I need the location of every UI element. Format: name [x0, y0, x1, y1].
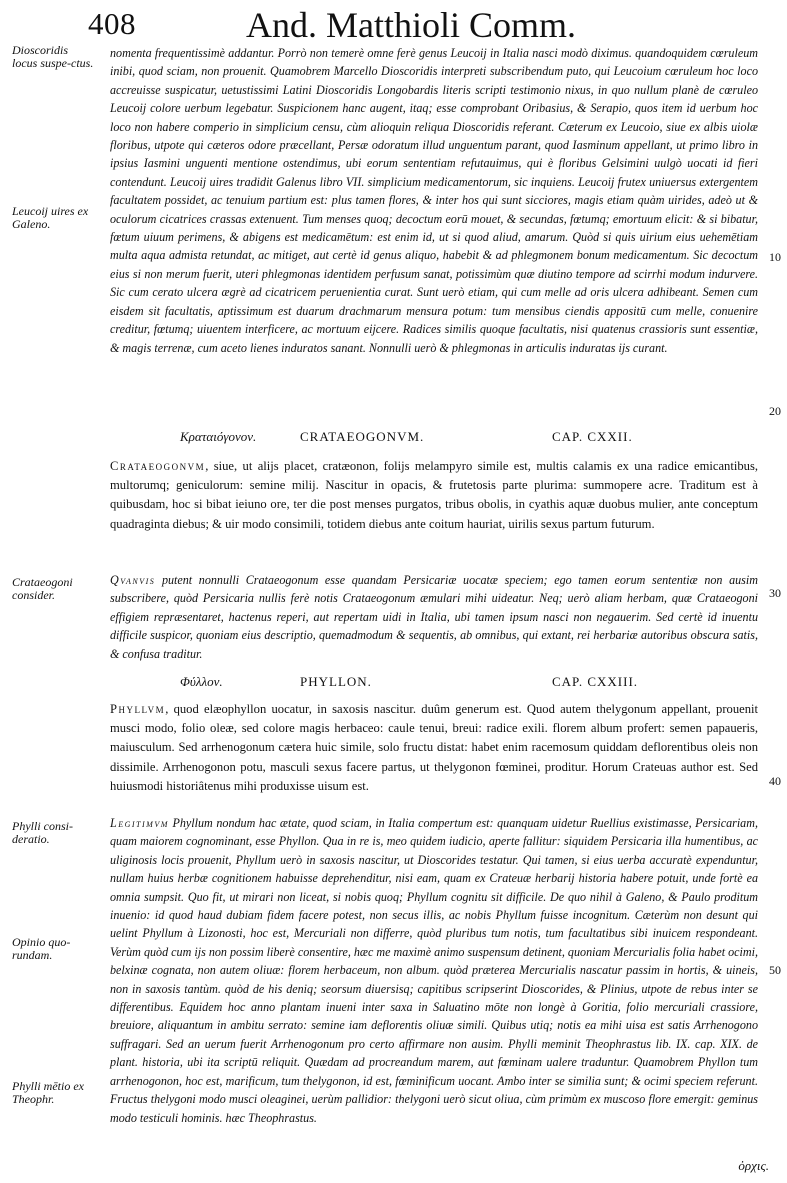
margin-note: Opinio quo-rundam. [12, 935, 71, 962]
chapter-number: CAP. CXXIII. [552, 674, 639, 689]
dioscorides-text-crataeogonum [110, 457, 758, 534]
body-text: putent nonnulli Crataeogonum esse quandam Persicariæ uocatæ speciem; ego tamen eorum sententiæ non ausim subscribere, quòd Persicaria nullis ferè notis Crataeogonum æmulari mihi uideatur. Neq; uerò aliam herbam, quæ Crataeogoni effigiem repræsentaret, hactenus reperi, aut repertam uidi in Italia, ubi tamen ipsum nasci non negauerim. Sed certè id inuentu difficile suspicor, quoniam eius descriptio, quemadmodum & sequentis, ab omnibus, qui extant, rei herbariæ autoribus obscura satis, & confusa traditur. [110, 573, 758, 661]
chapter-greek-title: Φύλλον. [180, 674, 223, 689]
line-number: 10 [769, 250, 781, 264]
chapter-latin-title: CRATAEOGONVM. [300, 429, 425, 444]
initial-word: Phyllvm [110, 702, 166, 716]
chapter-heading [110, 429, 758, 449]
initial-word: Legitimvm [110, 816, 169, 830]
chapter-greek-title: Κραταιόγονον. [180, 429, 257, 444]
body-text: Phyllum nondum hac ætate, quod sciam, in Italia compertum est: quanquam uidetur Ruellius existimasse, Persicariam, quam maiorem cognominant, esse Phyllon. Qua in re is, meo quidem iudicio, aperte fallitur: siquidem Persicaria illa humentibus, ac uliginosis locis prouenit, Phyllum uerò in saxosis nascitur, ut Dioscorides testatur. Qui tamen, si eius uerba accuratè expenduntur, nullam huius herbæ cognitionem habuisse deprehenditur, nisi eam, quam ex Crateuæ herbarij historia habere potuit, unde fortè ea omnia sumpsit. Quo fit, ut mirari non liceat, si nobis quoq; Phyllum cognitu sit difficile. De quo nihil à Galeno, & Paulo proditum inuenio: id quod haud dubiam fidem facere potest, non secus illis, ac nobis Phyllum fuisse incognitum. Cæterùm non desunt qui uelint Phyllum à Lizonosti, hoc est, Mercuriali non differre, quòd pluribus tum notis, tum facultatibus sibi inuicem respondeant. Verùm quòd cum ijs non possim liberè consentire, hæc me maximè animo suspensum detinent, quoniam Mercurialis folia habet ocimi, belxinæ cognata, non autem oliuæ: florem herbaceum, non album. quòd præterea Mercurialis nascatur passim in hortis, & uineis, non in saxosis tantùm. quòd de his deniq; seorsum diuersisq; capitibus scripserint Dioscorides, & Plinius, utpote de rebus inter se differentibus. Equidem hoc anno plantam inueni inter saxa in Saluatino mōte non longè à Goritia, folio mercuriali crassiore, breuiore, aliquantum in ambitu serrato: semine iam deflorentis oliuæ simili. Quibus utiq; notis ea mihi uisa est satis Arrhenogono suffragari. Sed an uerum fuerit Arrhenogonum pro certo affirmare non ausim. Phylli meminit Theophrastus lib. IX. cap. XIX. de plant. historia, ubi ita scriptū reliquit. Quædam ad procreandum marem, aut fœminam ualere traduntur. Quamobrem Phyllon tum arrhenogonon, hoc est, marificum, tum thelygonon, id est, fœminificum uocant. Ambo inter se similia sunt; & ocimi speciem referunt. Fructus thelygoni modo musci oleaginei, uerùm pallidior: thelygoni uerò sicut oliua, cùm primùm ex muscoso flore emergit: geminus modo testiculi hominis. hæc Theophrastus. [110, 816, 758, 1125]
margin-note: Crataeogoni consider. [12, 575, 73, 602]
page-header [0, 4, 787, 44]
margin-note: Phylli mētio ex Theophr. [12, 1079, 84, 1106]
initial-word: Qvanvis [110, 573, 156, 587]
line-number: 40 [769, 774, 781, 788]
catchword: ὀρχις. [738, 1158, 769, 1173]
body-text: , quod elæophyllon uocatur, in saxosis nascitur. duûm generum est. Quod autem thelygonum appellant, prouenit musci modo, folio oleæ, sed colore magis herbaceo: caule tenui, breui: radice exili. florem album profert: semen papaueris, maiusculum. Sed arrhenogonum cætera huic simile, solo fructu distat: habet enim racemosum quiddam deflorentibus oleis non dissimile. Arrhenogonon potu, masculi sexus facere partus, ut thelygonon fœminei, proditur. Horum Crateuas author est. Sed huiusmodi historiâtenus mihi produxisse uisum est. [110, 702, 758, 793]
running-head: And. Matthioli Comm. [246, 5, 577, 45]
margin-note: Phylli consi-deratio. [12, 819, 73, 846]
chapter-heading [110, 674, 758, 694]
dioscorides-text-phyllon [110, 700, 758, 796]
body-text: , siue, ut alijs placet, cratæonon, folijs melampyro simile est, multis calamis ex una radice emicantibus, multorumq; geniculorum: semine milij. Nascitur in opacis, & frutetosis parte plurima: summopere acre. Traditum est à quibusdam, hoc si bibat ieiuno ore, ter die post menses purgatos, tribus obolis, in cyathis aquæ duobus mulier, ante conceptum quadraginta diebus; & uir modo consimili, totidem diebus ante coitum hauriat, uirilis sexus partum futurum. [110, 459, 758, 531]
line-number: 30 [769, 586, 781, 600]
commentary-leucoium: nomenta frequentissimè addantur. Porrò non temerè omne ferè genus Leucoij in Italia nasci modò diximus. quandoquidem cœruleum inibi, quod sciam, non prouenit. Quamobrem Marcello Dioscoridis interpreti subscribendum puto, qui Leucoium cœruleum hoc loco accreuisse suspicatur, uetustissimi Latini Dioscoridis Longobardis literis scripti testimonio nixus, in quo nullum planè de cœruleo Leucoij colore uerbum legebatur. Suspicionem hanc augent, itaq; esse comprobant Oribasius, & Serapio, quos item id uerbum hoc loco non habere comperio in simplicium censu, cùm alioquin reliqua Dioscoridis referant. Cæterum ex Leucoio, siue ex albis uiolæ floribus, utpote qui cæteros odore præcellant, Persæ odoratum illud unguentum parant, quod Iasminum appellant, ut primo libro in ipsius Iasmini unguenti mentione ostendimus, ubi eorum sententiam refutauimus, qui è floribus Gelsimini uulgò uocati id fieri contendunt. Leucoij uires tradidit Galenus libro VII. simplicium medicamentorum, sic inquiens. Leucoij frutex uniuersus extergentem facultatem possidet, ac tenuium partium est: plus tamen flores, & inter hos qui sunt sicciores, magis etiam quàm uirides, adeò ut & oculorum cicatrices crassas extenuent. Tum menses quoq; decoctum eorū mouet, & secundas, fœtumq; emortuum elicit: & si bibatur, fœtum uiuum perimens, & abigens est medicamētum: est enim id, ut si quod aliud, amarum. Quòd si quis uirium eius uehemētiam multa aqua admista retundat, ac mitiget, aut certè id genus aliquo, habebit & ad phlegmonem bonum medicamentum. Sic decoctum eius si non merum fuerit, uteri phlegmonas identidem perfusum sanat, potissimùm quæ diutino tempore ad scirrhi modum indurvere. Sic cum cerato ulcera ægrè ad cicatricem peruenientia curat. Sunt uerò etiam, qui cum melle ad oris ulcera adhibeant. Semen cum eisdem sit facultatis, aptissimum est duarum drachmarum mensura potum: tum mensibus ciendis appositū cum melle, conuenire creditur, fœtumq; uiuentem interficere, ac mortuum eijcere. Radices similis quoque facultatis, nisi quatenus crassioris sunt essentiæ, & magis terrenæ, cum aceto lienes induratos sanant. Nonnulli uerò & phlegmonas in articulis induratas ijs curant. [110, 46, 758, 355]
margin-note: Leucoij uires ex Galeno. [12, 204, 89, 231]
margin-note: Dioscoridis locus suspe-ctus. [12, 43, 94, 70]
commentary-crataeogonum [110, 571, 758, 663]
chapter-latin-title: PHYLLON. [300, 674, 372, 689]
initial-word: Crataeogonvm [110, 459, 206, 473]
chapter-number: CAP. CXXII. [552, 429, 633, 444]
commentary-phyllon [110, 814, 758, 1127]
line-number: 50 [769, 963, 781, 977]
line-number: 20 [769, 404, 781, 418]
page-number: 408 [88, 6, 136, 41]
